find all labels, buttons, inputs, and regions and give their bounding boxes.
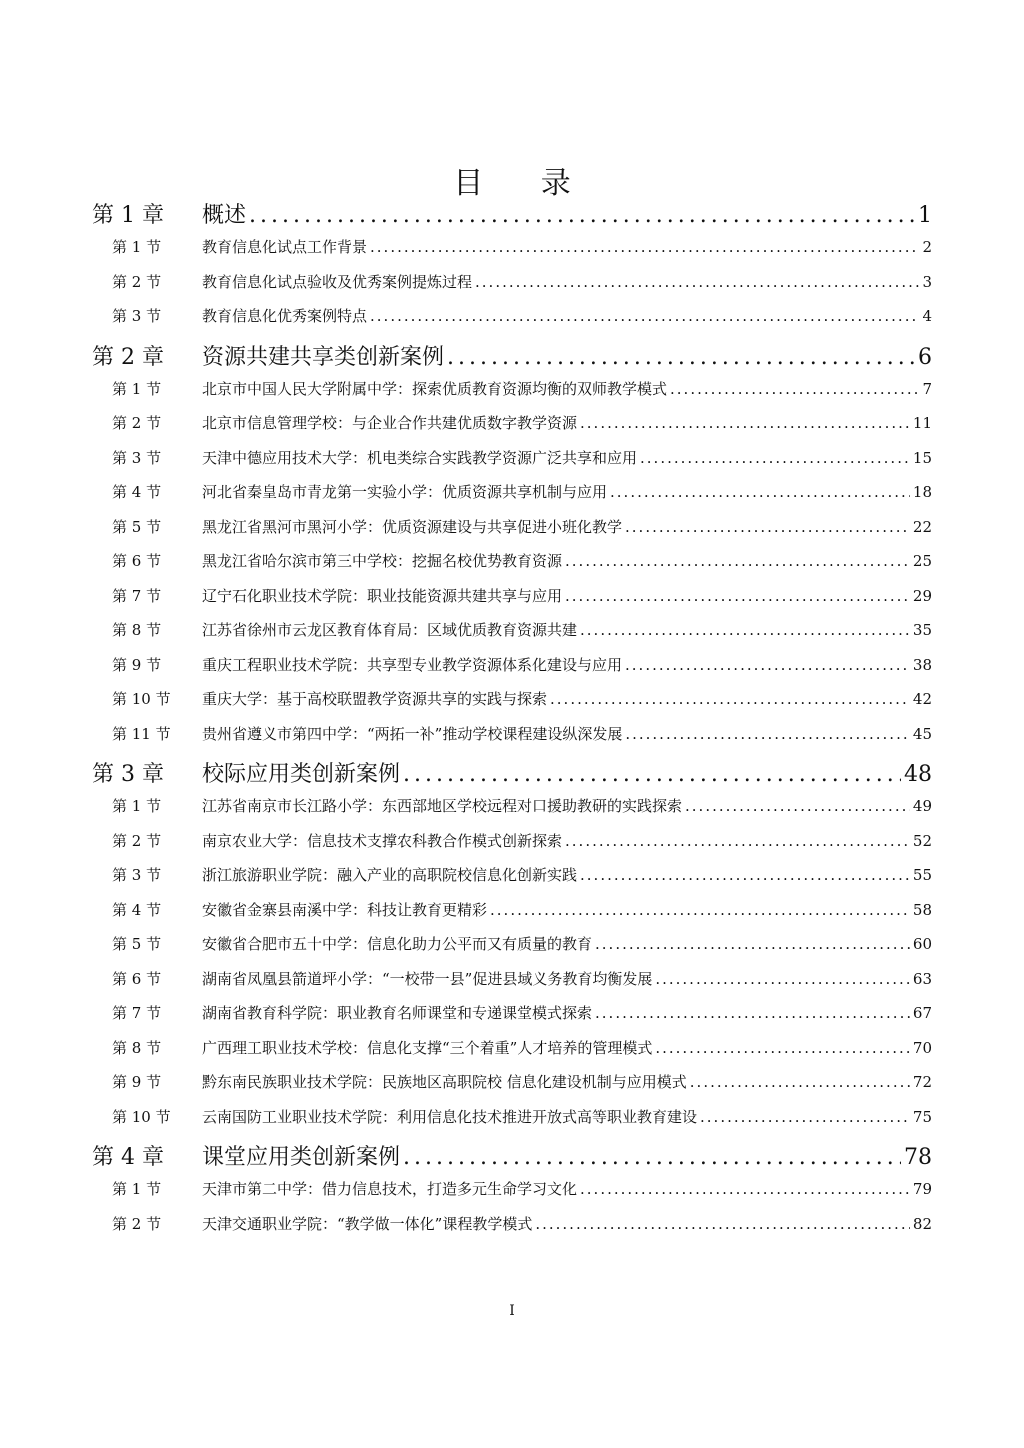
section-page-number: 15 bbox=[912, 448, 932, 467]
dot-leader bbox=[447, 345, 915, 370]
toc-section-entry[interactable] bbox=[92, 1037, 932, 1072]
section-page-number: 52 bbox=[912, 831, 932, 850]
dot-leader bbox=[625, 656, 910, 674]
dot-leader bbox=[655, 970, 910, 988]
section-number: 第 6 节 bbox=[112, 969, 162, 988]
dot-leader bbox=[625, 518, 910, 536]
section-title: 重庆工程职业技术学院：共享型专业教学资源体系化建设与应用 bbox=[202, 655, 623, 674]
dot-leader bbox=[565, 552, 910, 570]
chapter-title: 校际应用类创新案例 bbox=[202, 762, 401, 787]
section-title: 江苏省南京市长江路小学：东西部地区学校远程对口援助教研的实践探索 bbox=[202, 797, 683, 815]
toc-chapter-entry[interactable] bbox=[92, 340, 932, 378]
toc-section-entry[interactable] bbox=[92, 447, 932, 482]
section-page-number: 63 bbox=[912, 969, 932, 988]
section-page-number: 7 bbox=[922, 379, 932, 398]
section-number: 第 11 节 bbox=[112, 724, 171, 743]
section-page-number: 72 bbox=[912, 1073, 932, 1091]
section-page-number: 3 bbox=[922, 272, 932, 291]
dot-leader bbox=[580, 866, 910, 884]
dot-leader bbox=[595, 935, 910, 953]
toc-section-entry[interactable] bbox=[92, 378, 932, 413]
section-number: 第 1 节 bbox=[112, 797, 162, 815]
section-page-number: 38 bbox=[912, 655, 932, 674]
section-title: 北京市信息管理学校：与企业合作共建优质数字教学资源 bbox=[202, 414, 578, 432]
section-title: 云南国防工业职业技术学院：利用信息化技术推进开放式高等职业教育建设 bbox=[202, 1107, 698, 1126]
section-number: 第 5 节 bbox=[112, 935, 162, 953]
dot-leader bbox=[580, 621, 910, 639]
section-page-number: 45 bbox=[912, 724, 932, 743]
section-page-number: 70 bbox=[912, 1038, 932, 1057]
chapter-title: 资源共建共享类创新案例 bbox=[202, 344, 445, 370]
toc-section-entry[interactable] bbox=[92, 1213, 932, 1248]
section-title: 天津中德应用技术大学：机电类综合实践教学资源广泛共享和应用 bbox=[202, 448, 638, 467]
section-number: 第 5 节 bbox=[112, 517, 162, 536]
section-number: 第 7 节 bbox=[112, 1004, 162, 1022]
section-number: 第 4 节 bbox=[112, 900, 162, 919]
section-number: 第 9 节 bbox=[112, 1073, 162, 1091]
section-number: 第 2 节 bbox=[112, 414, 162, 432]
section-title: 天津交通职业学院：“教学做一体化”课程教学模式 bbox=[202, 1214, 533, 1233]
toc-section-entry[interactable] bbox=[92, 723, 932, 758]
section-title: 江苏省徐州市云龙区教育体育局：区域优质教育资源共建 bbox=[202, 621, 578, 639]
section-title: 黔东南民族职业技术学院：民族地区高职院校 信息化建设机制与应用模式 bbox=[202, 1073, 687, 1091]
toc-section-entry[interactable] bbox=[92, 305, 932, 340]
section-page-number: 29 bbox=[912, 586, 932, 605]
section-number: 第 2 节 bbox=[112, 831, 162, 850]
toc-section-entry[interactable] bbox=[92, 481, 932, 516]
dot-leader bbox=[640, 449, 910, 467]
chapter-number: 第 4 章 bbox=[92, 1145, 164, 1170]
section-page-number: 35 bbox=[912, 621, 932, 639]
toc-section-entry[interactable] bbox=[92, 585, 932, 620]
dot-leader bbox=[625, 725, 910, 743]
chapter-number: 第 3 章 bbox=[92, 762, 164, 787]
chapter-page-number: 78 bbox=[904, 1145, 932, 1170]
toc-section-entry[interactable] bbox=[92, 1002, 932, 1037]
section-title: 辽宁石化职业技术学院：职业技能资源共建共享与应用 bbox=[202, 586, 563, 605]
toc-chapter-entry[interactable] bbox=[92, 757, 932, 795]
section-number: 第 7 节 bbox=[112, 586, 162, 605]
section-number: 第 1 节 bbox=[112, 1180, 162, 1198]
section-number: 第 10 节 bbox=[112, 690, 171, 708]
toc-section-entry[interactable] bbox=[92, 795, 932, 830]
section-page-number: 58 bbox=[912, 900, 932, 919]
toc-section-entry[interactable] bbox=[92, 550, 932, 585]
section-number: 第 8 节 bbox=[112, 621, 162, 639]
toc-section-entry[interactable] bbox=[92, 1178, 932, 1213]
toc-section-entry[interactable] bbox=[92, 1106, 932, 1141]
section-page-number: 82 bbox=[912, 1214, 932, 1233]
toc-section-entry[interactable] bbox=[92, 654, 932, 689]
table-of-contents bbox=[92, 198, 932, 1247]
toc-section-entry[interactable] bbox=[92, 688, 932, 723]
section-page-number: 55 bbox=[912, 866, 932, 884]
section-number: 第 6 节 bbox=[112, 552, 162, 570]
dot-leader bbox=[475, 273, 919, 291]
section-number: 第 10 节 bbox=[112, 1107, 171, 1126]
dot-leader bbox=[403, 1145, 901, 1170]
chapter-page-number: 48 bbox=[904, 762, 932, 787]
dot-leader bbox=[595, 1004, 910, 1022]
section-page-number: 75 bbox=[912, 1107, 932, 1126]
dot-leader bbox=[690, 1073, 910, 1091]
toc-section-entry[interactable] bbox=[92, 412, 932, 447]
toc-chapter-entry[interactable] bbox=[92, 198, 932, 236]
chapter-number: 第 2 章 bbox=[92, 344, 164, 370]
section-title: 湖南省教育科学院：职业教育名师课堂和专递课堂模式探索 bbox=[202, 1004, 593, 1022]
page-number: I bbox=[509, 1303, 515, 1319]
section-title: 黑龙江省黑河市黑河小学：优质资源建设与共享促进小班化教学 bbox=[202, 517, 623, 536]
dot-leader bbox=[490, 901, 910, 919]
section-title: 重庆大学：基于高校联盟教学资源共享的实践与探索 bbox=[202, 690, 548, 708]
section-page-number: 60 bbox=[912, 935, 932, 953]
toc-section-entry[interactable] bbox=[92, 271, 932, 306]
section-number: 第 3 节 bbox=[112, 448, 162, 467]
dot-leader bbox=[580, 1180, 910, 1198]
page-title: 目 录 bbox=[453, 166, 595, 201]
section-page-number: 42 bbox=[912, 690, 932, 708]
section-title: 安徽省合肥市五十中学：信息化助力公平而又有质量的教育 bbox=[202, 935, 593, 953]
toc-section-entry[interactable] bbox=[92, 236, 932, 271]
toc-section-entry[interactable] bbox=[92, 516, 932, 551]
section-number: 第 1 节 bbox=[112, 238, 162, 256]
section-number: 第 9 节 bbox=[112, 655, 162, 674]
section-title: 黑龙江省哈尔滨市第三中学校：挖掘名校优势教育资源 bbox=[202, 552, 563, 570]
chapter-page-number: 6 bbox=[918, 344, 932, 370]
dot-leader bbox=[610, 483, 910, 501]
dot-leader bbox=[370, 307, 919, 325]
section-title: 贵州省遵义市第四中学：“两拓一补”推动学校课程建设纵深发展 bbox=[202, 724, 623, 743]
toc-section-entry[interactable] bbox=[92, 864, 932, 899]
dot-leader bbox=[249, 203, 915, 228]
section-title: 南京农业大学：信息技术支撑农科教合作模式创新探索 bbox=[202, 831, 563, 850]
chapter-title: 概述 bbox=[202, 203, 247, 228]
section-number: 第 3 节 bbox=[112, 866, 162, 884]
section-page-number: 67 bbox=[912, 1004, 932, 1022]
dot-leader bbox=[685, 797, 910, 815]
dot-leader bbox=[565, 832, 910, 850]
section-title: 浙江旅游职业学院：融入产业的高职院校信息化创新实践 bbox=[202, 866, 578, 884]
section-page-number: 22 bbox=[912, 517, 932, 536]
section-number: 第 8 节 bbox=[112, 1038, 162, 1057]
toc-section-entry[interactable] bbox=[92, 899, 932, 934]
toc-section-entry[interactable] bbox=[92, 1071, 932, 1106]
dot-leader bbox=[700, 1108, 910, 1126]
section-number: 第 4 节 bbox=[112, 483, 162, 501]
section-number: 第 3 节 bbox=[112, 307, 162, 325]
dot-leader bbox=[655, 1039, 910, 1057]
dot-leader bbox=[670, 380, 919, 398]
dot-leader bbox=[565, 587, 910, 605]
dot-leader bbox=[403, 762, 901, 787]
section-number: 第 1 节 bbox=[112, 379, 162, 398]
dot-leader bbox=[550, 690, 910, 708]
toc-section-entry[interactable] bbox=[92, 830, 932, 865]
toc-section-entry[interactable] bbox=[92, 619, 932, 654]
section-page-number: 25 bbox=[912, 552, 932, 570]
section-page-number: 11 bbox=[912, 414, 932, 432]
toc-section-entry[interactable] bbox=[92, 933, 932, 968]
section-page-number: 2 bbox=[922, 238, 932, 256]
section-page-number: 79 bbox=[912, 1180, 932, 1198]
section-title: 湖南省凤凰县箭道坪小学：“一校带一县”促进县域义务教育均衡发展 bbox=[202, 969, 653, 988]
dot-leader bbox=[535, 1215, 910, 1233]
dot-leader bbox=[580, 414, 910, 432]
section-title: 安徽省金寨县南溪中学：科技让教育更精彩 bbox=[202, 900, 488, 919]
toc-chapter-entry[interactable] bbox=[92, 1140, 932, 1178]
section-number: 第 2 节 bbox=[112, 1214, 162, 1233]
chapter-number: 第 1 章 bbox=[92, 203, 164, 228]
section-title: 北京市中国人民大学附属中学：探索优质教育资源均衡的双师教学模式 bbox=[202, 379, 668, 398]
chapter-title: 课堂应用类创新案例 bbox=[202, 1145, 401, 1170]
section-page-number: 18 bbox=[912, 483, 932, 501]
section-title: 河北省秦皇岛市青龙第一实验小学：优质资源共享机制与应用 bbox=[202, 483, 608, 501]
section-page-number: 49 bbox=[912, 797, 932, 815]
section-page-number: 4 bbox=[922, 307, 932, 325]
section-title: 广西理工职业技术学校：信息化支撑“三个着重”人才培养的管理模式 bbox=[202, 1038, 653, 1057]
section-title: 教育信息化试点工作背景 bbox=[202, 238, 368, 256]
section-title: 教育信息化试点验收及优秀案例提炼过程 bbox=[202, 272, 473, 291]
section-title: 天津市第二中学：借力信息技术，打造多元生命学习文化 bbox=[202, 1180, 578, 1198]
section-title: 教育信息化优秀案例特点 bbox=[202, 307, 368, 325]
dot-leader bbox=[370, 238, 919, 256]
section-number: 第 2 节 bbox=[112, 272, 162, 291]
chapter-page-number: 1 bbox=[918, 203, 932, 228]
toc-section-entry[interactable] bbox=[92, 968, 932, 1003]
